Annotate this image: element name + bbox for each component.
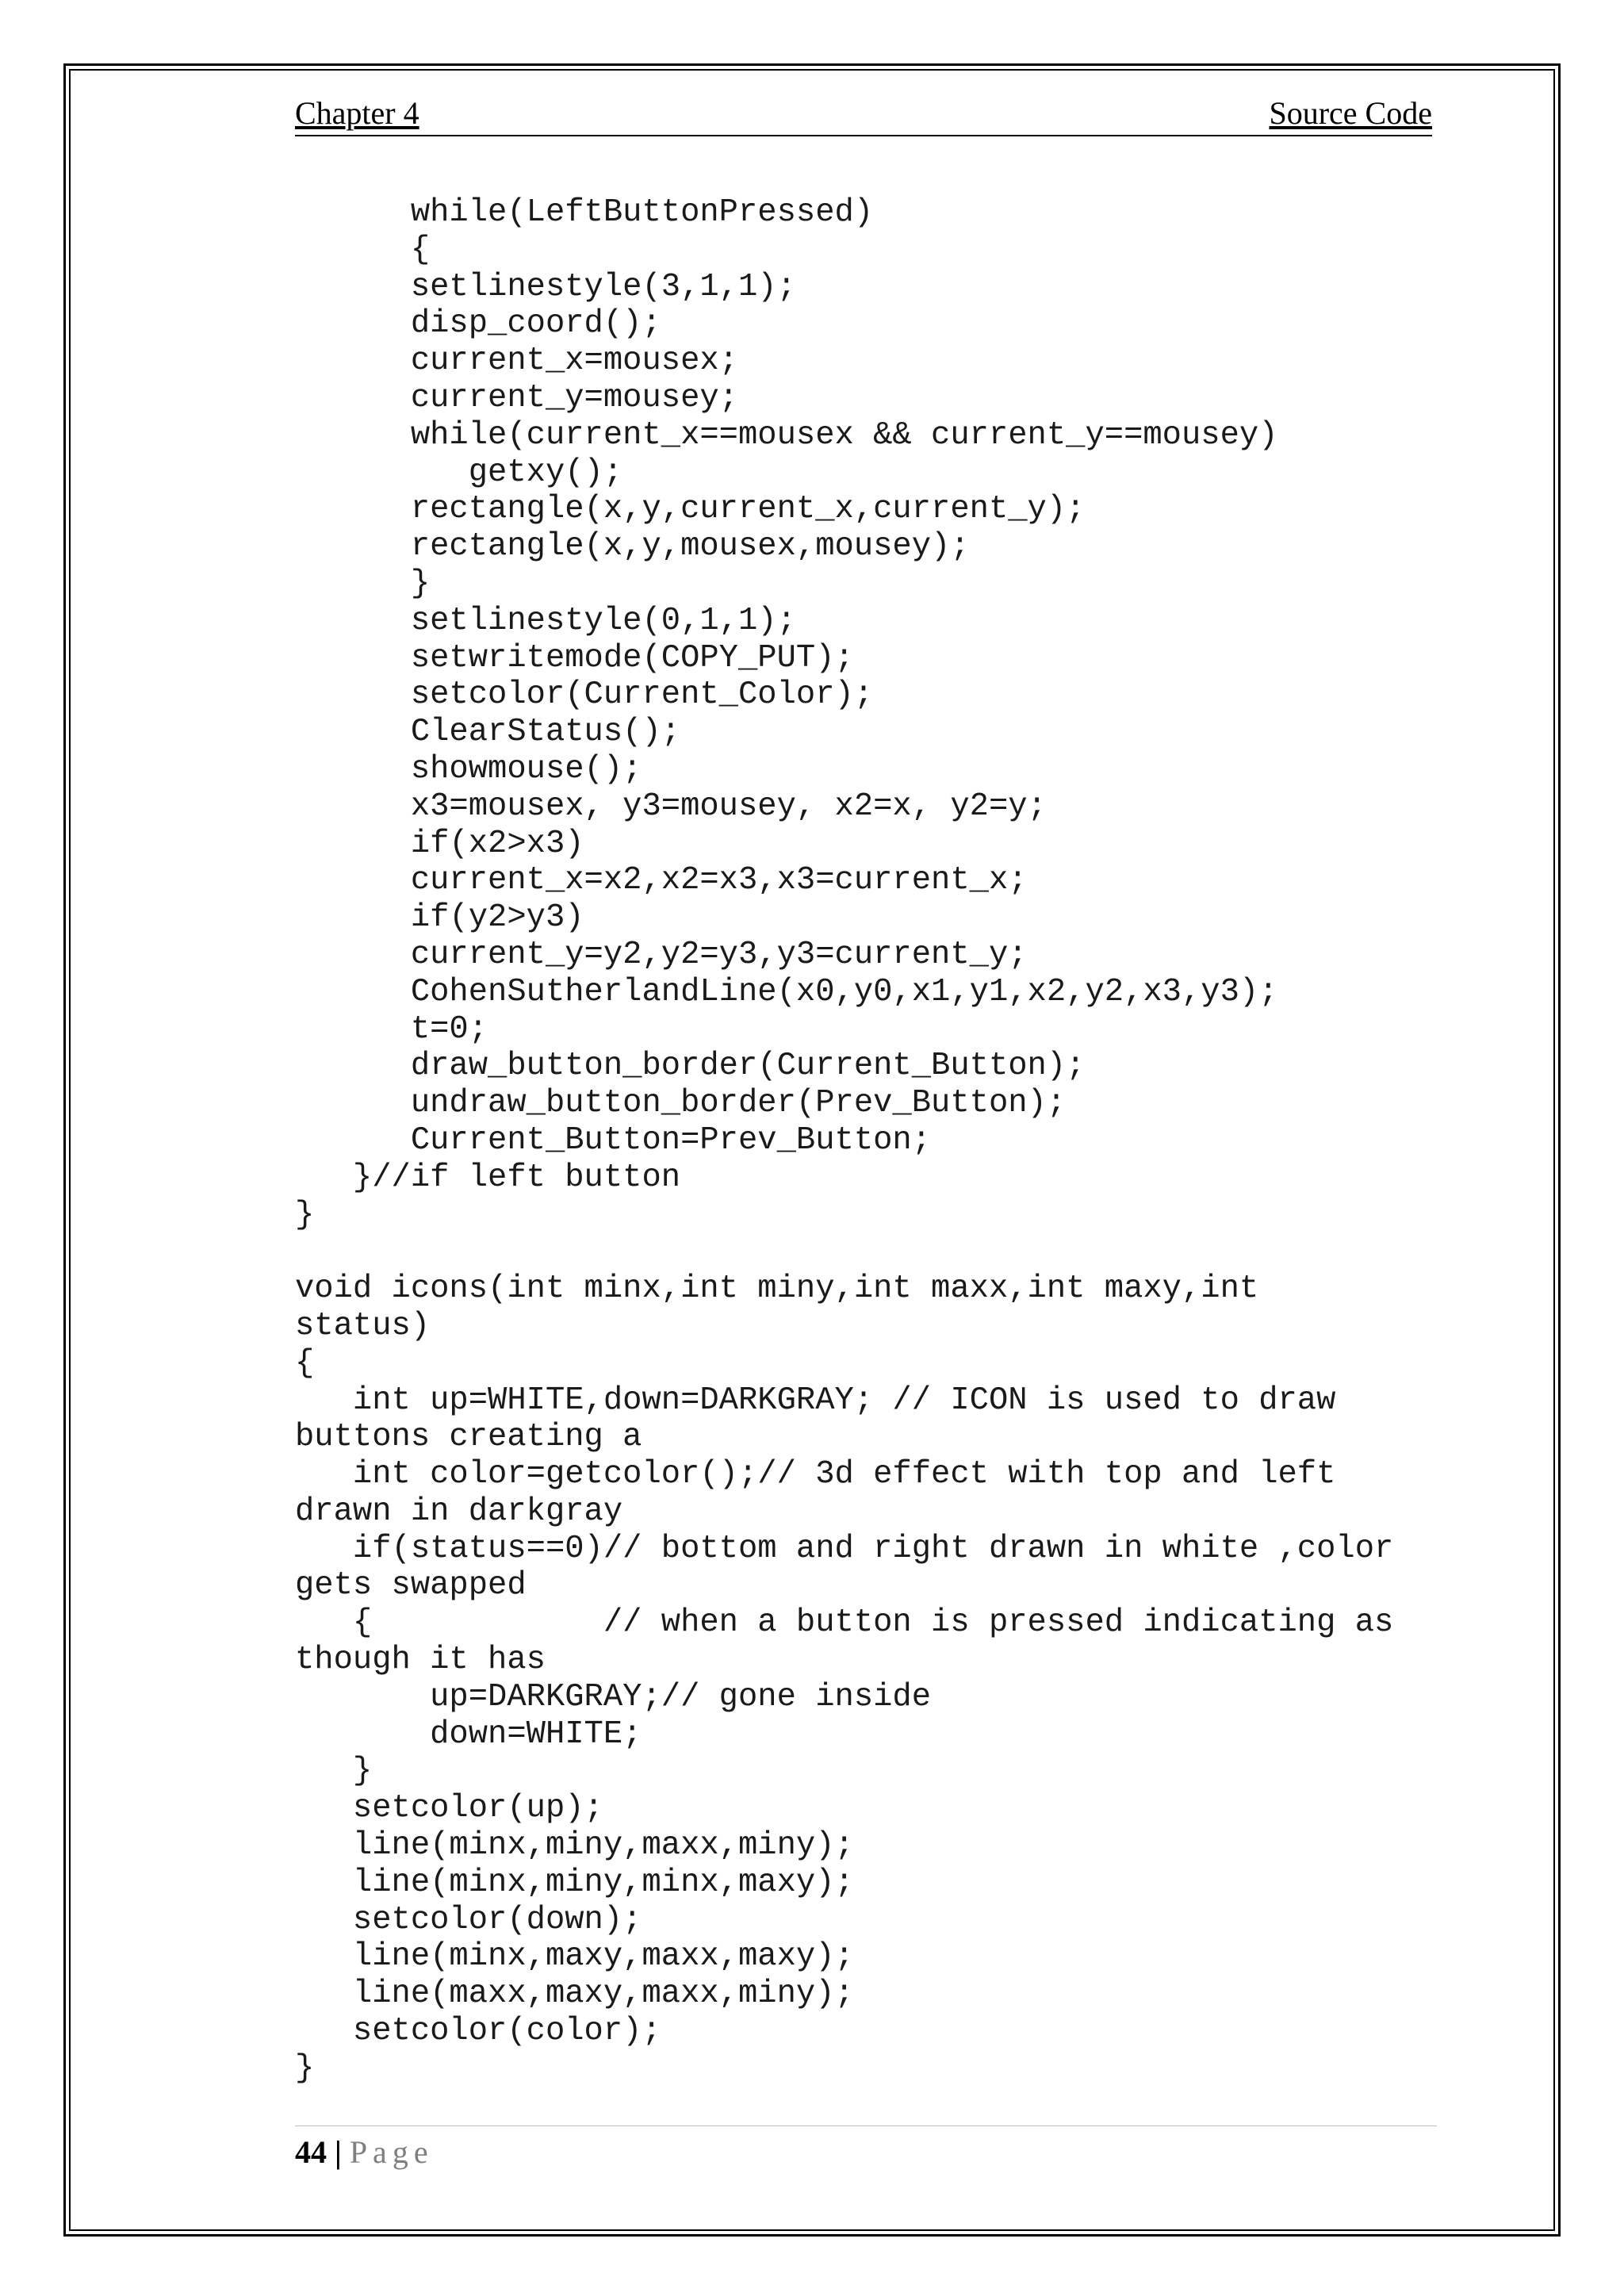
code-line: rectangle(x,y,mousex,mousey); [295,528,970,565]
page-footer [295,2133,434,2171]
code-line: drawn in darkgray [295,1493,623,1530]
code-line: current_x=mousex; [295,343,738,380]
code-line: up=DARKGRAY;// gone inside [295,1678,932,1715]
code-line: { [295,1344,315,1382]
code-line: { [295,231,431,268]
page-separator: | [327,2134,350,2170]
code-line: though it has [295,1642,546,1679]
code-line: CohenSutherlandLine(x0,y0,x1,y1,x2,y2,x3,y3); [295,973,1278,1010]
code-line: setlinestyle(0,1,1); [295,602,796,639]
code-line: line(minx,maxy,maxx,maxy); [295,1938,854,1976]
code-line: int color=getcolor();// 3d effect with top and left [295,1456,1336,1493]
code-line: t=0; [295,1010,488,1048]
code-line: } [295,565,431,602]
code-line: draw_button_border(Current_Button); [295,1048,1086,1085]
code-line: while(LeftButtonPressed) [295,194,874,231]
code-line: line(minx,miny,maxx,miny); [295,1827,854,1865]
code-line: int up=WHITE,down=DARKGRAY; // ICON is used to draw [295,1382,1336,1419]
page-number: 44 [295,2134,327,2170]
code-line: current_y=mousey; [295,379,738,416]
code-line: undraw_button_border(Prev_Button); [295,1085,1067,1122]
code-line: setcolor(up); [295,1790,603,1827]
code-line: gets swapped [295,1567,527,1604]
code-line: } [295,1753,373,1790]
code-line: Current_Button=Prev_Button; [295,1121,932,1159]
source-code-block [295,194,1393,2087]
chapter-label: Chapter 4 [295,95,419,131]
page-header [295,97,1432,136]
code-line: status) [295,1307,431,1344]
code-line: buttons creating a [295,1419,642,1456]
code-line: setcolor(down); [295,1901,642,1938]
code-line: if(y2>y3) [295,899,584,937]
code-line: }//if left button [295,1159,681,1196]
page-word: Page [349,2134,434,2170]
code-line: { // when a button is pressed indicating as [295,1604,1394,1642]
code-line: } [295,2049,315,2087]
code-line: if(status==0)// bottom and right drawn in white ,color [295,1530,1394,1567]
code-line: } [295,1196,315,1233]
code-line: showmouse(); [295,750,642,788]
code-line: setcolor(color); [295,2013,661,2050]
code-line: rectangle(x,y,current_x,current_y); [295,491,1086,528]
code-line: ClearStatus(); [295,714,681,751]
code-line: x3=mousex, y3=mousey, x2=x, y2=y; [295,788,1047,825]
code-line: down=WHITE; [295,1715,642,1753]
code-line: getxy(); [295,454,623,491]
code-line: line(maxx,maxy,maxx,miny); [295,1976,854,2013]
code-line: line(minx,miny,minx,maxy); [295,1864,854,1901]
code-line: while(current_x==mousex && current_y==mousey) [295,416,1278,454]
code-line: current_x=x2,x2=x3,x3=current_x; [295,862,1028,899]
section-label: Source Code [1269,95,1432,131]
code-line: setwritemode(COPY_PUT); [295,639,854,677]
code-line: void icons(int minx,int miny,int maxx,int maxy,int [295,1271,1259,1308]
code-line: if(x2>x3) [295,825,584,862]
code-line: current_y=y2,y2=y3,y3=current_y; [295,936,1028,973]
code-line: setcolor(Current_Color); [295,677,874,714]
footer-divider [295,2125,1437,2126]
code-line: disp_coord(); [295,305,661,343]
code-line: setlinestyle(3,1,1); [295,268,796,305]
